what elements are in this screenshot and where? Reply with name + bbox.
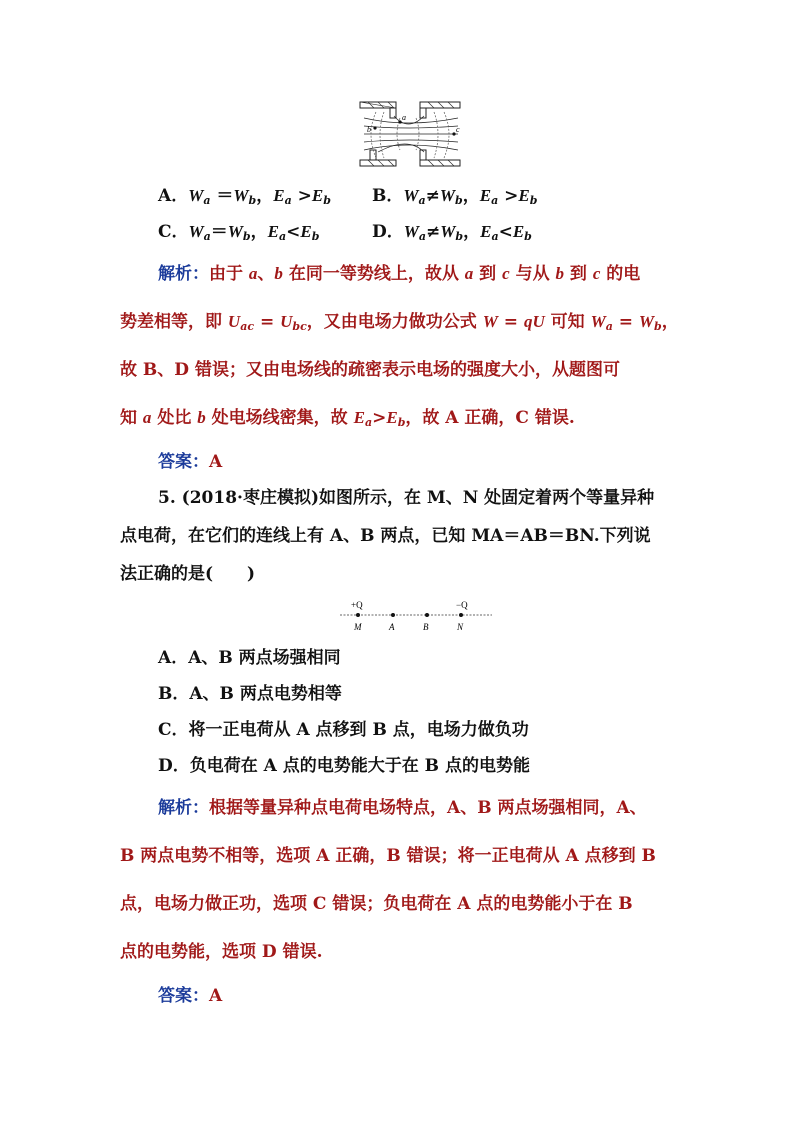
q4-analysis-line-2: 势差相等，即 $U_{ac} = U_{bc}$，又由电场力做功公式 W = qU 可知 $W_a = W_b$， [120, 312, 679, 333]
point-b-label: b [367, 125, 371, 134]
point-b-dot [373, 126, 376, 129]
point-b-dot [425, 613, 429, 617]
q4-analysis-line-4: 知 a 处比 b 处电场线密集，故 $E_a>E_b$，故 A 正确，C 错误. [120, 408, 575, 429]
field-lines [364, 116, 458, 152]
q4-option-c: C．$W_a=W_b$，$E_a<E_b$ [158, 222, 320, 243]
top-right-plate [420, 102, 460, 118]
minus-q-label: −Q [456, 600, 468, 610]
q4-answer: 答案：A [158, 452, 223, 472]
q4-option-d: D．$W_a\ne W_b$，$E_a<E_b$ [372, 222, 532, 243]
m-label: M [354, 622, 362, 632]
point-a-label: a [402, 113, 406, 122]
q5-stem-line-2: 点电荷，在它们的连线上有 A、B 两点，已知 MA＝AB＝BN.下列说 [120, 526, 651, 546]
q5-stem-line-3: 法正确的是( ) [120, 564, 256, 584]
equipotential-lines [371, 112, 449, 158]
point-c-label: c [456, 125, 460, 134]
q4-option-b: B．$W_a\ne W_b$，$E_a >E_b$ [372, 186, 538, 207]
bottom-right-plate [420, 150, 460, 166]
q4-analysis-line-1: 解析：由于 a、b 在同一等势线上，故从 a 到 c 与从 b 到 c 的电 [158, 264, 641, 284]
b-label: B [423, 622, 429, 632]
charges-diagram [338, 598, 494, 636]
point-m-dot [356, 613, 360, 617]
q5-stem-line-1: 5. (2018·枣庄模拟)如图所示，在 M、N 处固定着两个等量异种 [158, 488, 655, 508]
n-label: N [457, 622, 464, 632]
plus-q-label: +Q [351, 600, 363, 610]
q5-analysis-line-1: 解析：根据等量异种点电荷电场特点，A、B 两点场强相同，A、 [158, 798, 647, 818]
q4-analysis-line-3: 故 B、D 错误；又由电场线的疏密表示电场的强度大小，从题图可 [120, 360, 620, 380]
q5-analysis-line-4: 点的电势能，选项 D 错误. [120, 942, 323, 962]
q5-option-c: C．将一正电荷从 A 点移到 B 点，电场力做负功 [158, 720, 529, 740]
q5-option-a: A．A、B 两点场强相同 [158, 648, 341, 668]
top-left-plate [360, 102, 396, 118]
q5-answer: 答案：A [158, 986, 223, 1006]
q5-analysis-line-3: 点，电场力做正功，选项 C 错误；负电荷在 A 点的电势能小于在 B [120, 894, 633, 914]
q5-option-d: D．负电荷在 A 点的电势能大于在 B 点的电势能 [158, 756, 530, 776]
a-label: A [389, 622, 395, 632]
q5-analysis-line-2: B 两点电势不相等，选项 A 正确，B 错误；将一正电荷从 A 点移到 B [120, 846, 656, 866]
bottom-left-plate [360, 150, 396, 166]
q4-option-a: A．$W_a =W_b$，$E_a >E_b$ [158, 186, 331, 207]
q5-option-b: B．A、B 两点电势相等 [158, 684, 342, 704]
field-diagram [358, 98, 462, 170]
point-n-dot [459, 613, 463, 617]
point-a-dot [391, 613, 395, 617]
